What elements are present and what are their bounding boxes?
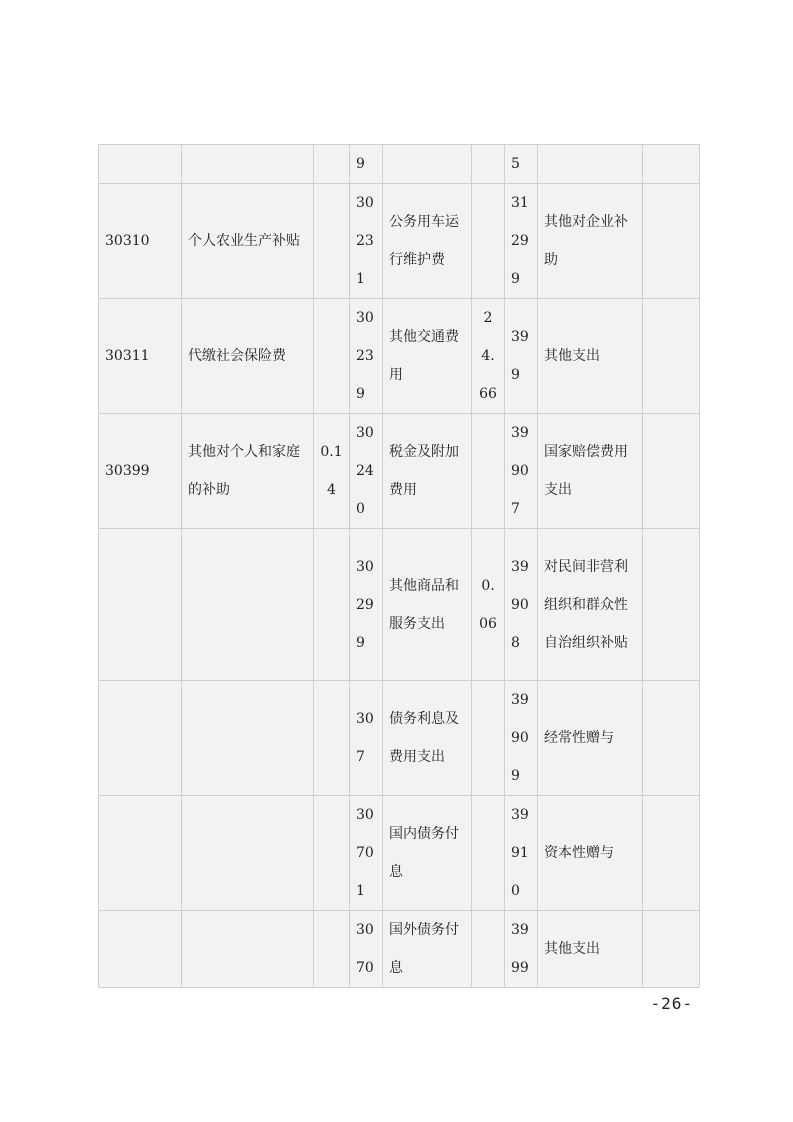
table-row <box>99 911 700 988</box>
name-cell: 债务利息及费用支出 <box>383 681 472 796</box>
code-cell <box>99 145 182 184</box>
code-cell: 3999 <box>505 911 538 988</box>
code-cell: 39908 <box>505 529 538 681</box>
code-cell: 9 <box>350 145 383 184</box>
amount-cell: 0.06 <box>472 529 505 681</box>
name-cell: 其他交通费用 <box>383 299 472 414</box>
name-cell <box>383 145 472 184</box>
code-cell <box>99 796 182 911</box>
name-cell <box>182 145 314 184</box>
amount-cell <box>643 184 700 299</box>
amount-cell <box>472 911 505 988</box>
amount-cell <box>314 145 350 184</box>
name-cell <box>182 911 314 988</box>
code-cell <box>99 681 182 796</box>
amount-cell <box>314 299 350 414</box>
amount-cell <box>643 299 700 414</box>
name-cell <box>182 796 314 911</box>
amount-cell: 0.14 <box>314 414 350 529</box>
budget-table <box>98 144 700 988</box>
amount-cell <box>314 529 350 681</box>
code-cell: 30311 <box>99 299 182 414</box>
name-cell <box>182 681 314 796</box>
amount-cell <box>643 796 700 911</box>
name-cell: 其他对企业补助 <box>538 184 643 299</box>
name-cell: 资本性赠与 <box>538 796 643 911</box>
amount-cell <box>472 414 505 529</box>
name-cell: 国外债务付息 <box>383 911 472 988</box>
table-row <box>99 796 700 911</box>
amount-cell <box>643 681 700 796</box>
name-cell: 国家赔偿费用支出 <box>538 414 643 529</box>
code-cell: 30701 <box>350 796 383 911</box>
code-cell: 30399 <box>99 414 182 529</box>
name-cell <box>538 145 643 184</box>
code-cell: 30310 <box>99 184 182 299</box>
name-cell <box>182 529 314 681</box>
table-row <box>99 184 700 299</box>
code-cell: 30240 <box>350 414 383 529</box>
table-row <box>99 414 700 529</box>
name-cell: 个人农业生产补贴 <box>182 184 314 299</box>
amount-cell <box>472 681 505 796</box>
table-row <box>99 299 700 414</box>
name-cell: 其他对个人和家庭的补助 <box>182 414 314 529</box>
code-cell: 30299 <box>350 529 383 681</box>
amount-cell <box>643 911 700 988</box>
amount-cell <box>643 145 700 184</box>
amount-cell <box>472 145 505 184</box>
table-row <box>99 145 700 184</box>
code-cell <box>99 529 182 681</box>
code-cell: 30239 <box>350 299 383 414</box>
table-row <box>99 529 700 681</box>
name-cell: 对民间非营利组织和群众性自治组织补贴 <box>538 529 643 681</box>
amount-cell <box>643 414 700 529</box>
name-cell: 其他商品和服务支出 <box>383 529 472 681</box>
amount-cell <box>314 911 350 988</box>
name-cell: 税金及附加费用 <box>383 414 472 529</box>
code-cell: 5 <box>505 145 538 184</box>
name-cell: 公务用车运行维护费 <box>383 184 472 299</box>
table-row <box>99 681 700 796</box>
name-cell: 国内债务付息 <box>383 796 472 911</box>
code-cell: 31299 <box>505 184 538 299</box>
page-number: -26- <box>650 994 693 1013</box>
code-cell: 39910 <box>505 796 538 911</box>
amount-cell: 24.66 <box>472 299 505 414</box>
name-cell: 代缴社会保险费 <box>182 299 314 414</box>
code-cell <box>99 911 182 988</box>
code-cell: 307 <box>350 681 383 796</box>
code-cell: 399 <box>505 299 538 414</box>
amount-cell <box>643 529 700 681</box>
amount-cell <box>472 184 505 299</box>
code-cell: 39909 <box>505 681 538 796</box>
amount-cell <box>314 184 350 299</box>
amount-cell <box>314 796 350 911</box>
code-cell: 3070 <box>350 911 383 988</box>
name-cell: 其他支出 <box>538 299 643 414</box>
code-cell: 30231 <box>350 184 383 299</box>
amount-cell <box>314 681 350 796</box>
name-cell: 其他支出 <box>538 911 643 988</box>
name-cell: 经常性赠与 <box>538 681 643 796</box>
code-cell: 39907 <box>505 414 538 529</box>
amount-cell <box>472 796 505 911</box>
